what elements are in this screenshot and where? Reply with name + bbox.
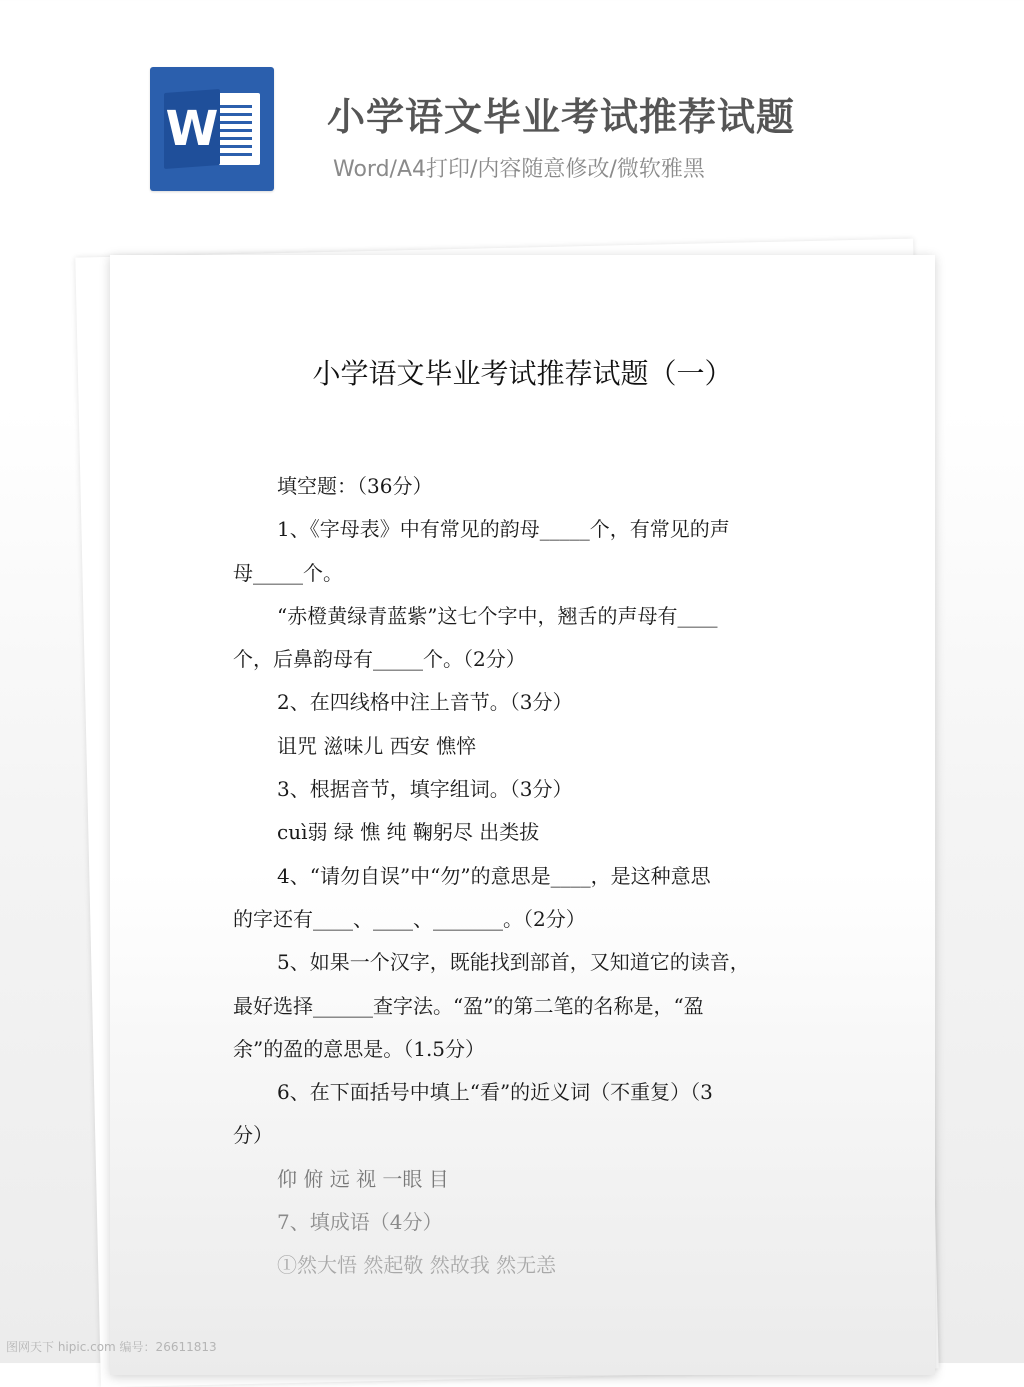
question-2: 2、在四线格中注上音节。（3分） <box>277 690 573 715</box>
watermark-text: 图网天下 hipic.com 编号：26611813 <box>6 1340 217 1354</box>
header-title: 小学语文毕业考试推荐试题 <box>327 95 796 139</box>
question-2-words: 诅咒 滋味儿 西安 憔悴 <box>277 733 477 758</box>
question-5-line-2: 最好选择______查字法。“盈”的第二笔的名称是，“盈 <box>233 993 704 1018</box>
question-7-idioms: ①然大悟 然起敬 然故我 然无恙 <box>277 1253 557 1278</box>
question-4-line-2: 的字还有____、____、_______。（2分） <box>233 906 586 931</box>
question-6-words: 仰 俯 远 视 一眼 目 <box>277 1166 449 1191</box>
document-title: 小学语文毕业考试推荐试题（一） <box>312 357 733 390</box>
document-body <box>233 465 793 1288</box>
question-3: 3、根据音节，填字组词。（3分） <box>277 777 573 802</box>
word-icon-letter: W <box>165 101 219 157</box>
question-6-line-2: 分） <box>233 1123 273 1148</box>
microsoft-word-icon <box>150 67 274 191</box>
document-page <box>110 255 935 1375</box>
question-6-line-1: 6、在下面括号中填上“看”的近义词（不重复）（3 <box>277 1080 713 1105</box>
question-5-line-3: 余”的盈的意思是。（1.5分） <box>233 1036 486 1061</box>
header-subtitle: Word/A4打印/内容随意修改/微软雅黑 <box>333 157 705 182</box>
question-3-words: cuì弱 绿 憔 纯 鞠躬尽 出类拔 <box>277 820 540 845</box>
question-1b-line-1: “赤橙黄绿青蓝紫”这七个字中，翘舌的声母有____ <box>277 603 718 628</box>
question-1b-line-2: 个，后鼻韵母有_____个。（2分） <box>233 647 526 672</box>
question-5-line-1: 5、如果一个汉字，既能找到部首，又知道它的读音， <box>277 950 750 975</box>
question-4-line-1: 4、“请勿自误”中“勿”的意思是____，是这种意思 <box>277 863 711 888</box>
question-1-line-1: 1、《字母表》中有常见的韵母_____个，有常见的声 <box>277 517 730 542</box>
section-heading: 填空题：（36分） <box>277 474 433 498</box>
question-1-line-2: 母_____个。 <box>233 560 343 585</box>
question-7: 7、填成语（4分） <box>277 1210 443 1235</box>
